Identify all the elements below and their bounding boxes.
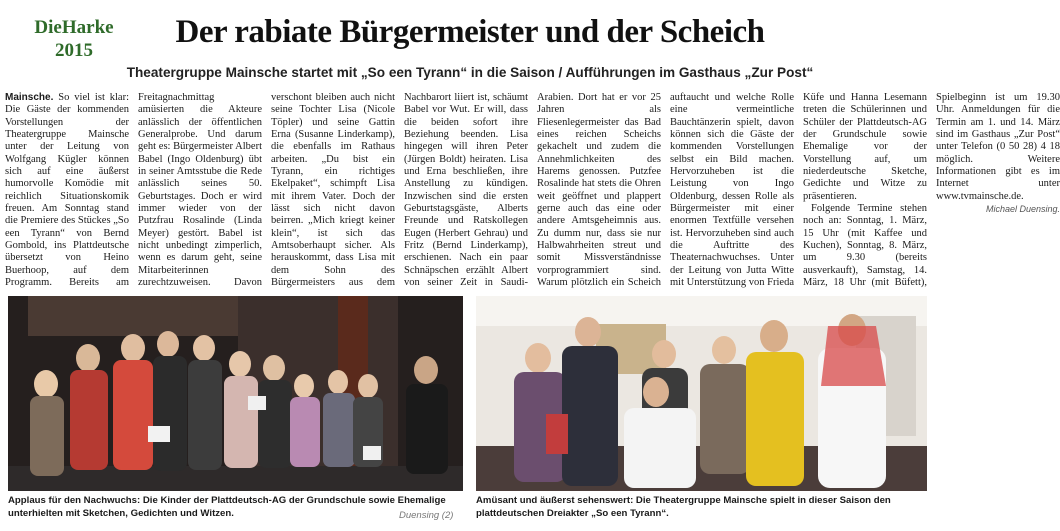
- newspaper-logo: [18, 16, 130, 62]
- article-paragraph-1-text: So viel ist klar: Die Gäste der kommenden Vorstellungen der Theatergruppe Mainsche unter der Leitung von Wolfgang Kügler können sich auf eine äußerst humorvolle Komödie mit reichlich Situationskomik freuen. Am Sonntag stand die Premiere des Stückes „So een Tyrann“ von Bernd Gombold, ins Plattdeutsche übersetzt von Heino Buerhoop, auf dem Programm. Bereits am Freitagnachmittag amüsierten die Akteure anlässlich der öffentlichen Generalprobe. Und darum geht es: Bürgermeister Albert Babel (Ingo Oldenburg) übt in seiner Amtsstube die Rede anlässlich seines 50. Geburtstages. Doch er wird immer wieder von der Putzfrau Rosalinde (Linda Meyer) gestört. Babel ist nicht unbedingt zimperlich, wenn es darum geht, seine Mitarbeiterinnen zurechtzuweisen. Davon verschont bleiben auch nicht seine Tochter Lisa (Nicole Töpler) und seine Gattin Erna (Susanne Linderkamp), die ebenfalls im Rathaus arbeiten. „Du bist ein Tyrann, ein richtiges Ekelpaket“, schimpft Lisa mit ihrem Vater. Doch der lässt sich nicht davon beirren. „Mich kriegt keiner klein“, ist sich das Amtsoberhaupt sicher. Als herauskommt, dass Lisa mit dem Sohn des Bürgermeisters aus dem Nachbarort liiert ist, schäumt Babel vor Wut. Er will, dass die beiden sofort ihre Beziehung beenden. Lisa hingegen will ihren Peter (Jürgen Boldt) heiraten. Lisa und Erna beschließen, ihre Anstellung zu kündigen. Inzwischen sind die ersten Geburtstagsgäste, Alberts Freunde und Ratskollegen Eugen (Herbert Gehrau) und Fritz (Bernd Linderkamp), erschienen. Nach ein paar Schnäpschen erzählt Albert von seiner Zeit in Saudi-Arabien. Dort hat er vor 25 Jahren als Fliesenlegermeister das Bad eines reichen Scheichs gekachelt und zudem die Annehmlichkeiten des Harems genossen. Putzfee Rosalinde hat stets die Ohren weit geöffnet und plappert gerne auch das eine oder andere Amtsgeheimnis aus. Zu dumm nur, dass sie nur Halbwahrheiten streut und somit Missverständnisse vorprogrammiert sind. Warum plötzlich ein Scheich auftaucht und welche Rolle eine vermeintliche Bauchtänzerin spielt, davon können sich die Gäste der kommenden Vorstellungen selbst ein Bild machen. Hervorzuheben ist die Leistung von Ingo Oldenburg, dessen Rolle als Bürgermeister mit einer enormen Textfülle versehen ist. Hervorzuheben sind auch die Auftritte des Theaternachwuchses. Unter der Leitung von Jutta Witte mit Unterstützung von Frieda Küfe und Hanna Lesemann treten die Schülerinnen und Schüler der Plattdeutsch-AG der Grundschule sowie Ehemalige vor der Vorstellung auf, um niederdeutsche Sketche, Gedichte und Witze zu präsentieren.: [5, 92, 927, 289]
- logo-year: 2015: [55, 40, 93, 61]
- article-paragraph-1: [5, 92, 927, 290]
- article-subheadline: Theatergruppe Mainsche startet mit „So een Tyrann“ in die Saison / Aufführungen im Gasthaus „Zur Post“: [126, 65, 814, 80]
- photo-credit: Duensing (2): [399, 510, 454, 521]
- photo-children-stage: [8, 296, 463, 491]
- article-dateline: Mainsche.: [5, 92, 54, 103]
- caption-right-photo: Amüsant und äußerst sehenswert: Die Theatergruppe Mainsche spielt in dieser Saison den plattdeutschen Dreiakter „So een Tyrann“.: [476, 495, 891, 519]
- article-paragraph-2: Folgende Termine stehen noch an: Sonntag, 1. März, 15 Uhr (mit Kaffee und Kuchen), Sonntag, 8. März, um 9.30 (bereits ausverkauft), Samstag, 14. März, 18 Uhr (mit Büfett), Spielbeginn ist um 19.30 Uhr. Anmeldungen für die Termin am 1. und 14. März sind im Gasthaus „Zur Post“ unter Telefon (0 50 28) 4 18 möglich. Weitere Informationen gibt es im Internet unter www.tvmainsche.de.: [803, 92, 1060, 289]
- article-body: [5, 92, 1060, 290]
- caption-left-photo: Applaus für den Nachwuchs: Die Kinder der Plattdeutsch-AG der Grundschule sowie Ehemalige unterhielten mit Sketchen, Gedichten und Witzen.: [8, 495, 446, 519]
- article-headline: Der rabiate Bürgermeister und der Scheich: [175, 14, 765, 50]
- photo-theatre-cast: [476, 296, 927, 491]
- photo-children-stage-image: [8, 296, 463, 491]
- article-byline: Michael Duensing.: [985, 204, 1060, 215]
- logo-name: DieHarke: [34, 17, 114, 38]
- photo-theatre-cast-image: [476, 296, 927, 491]
